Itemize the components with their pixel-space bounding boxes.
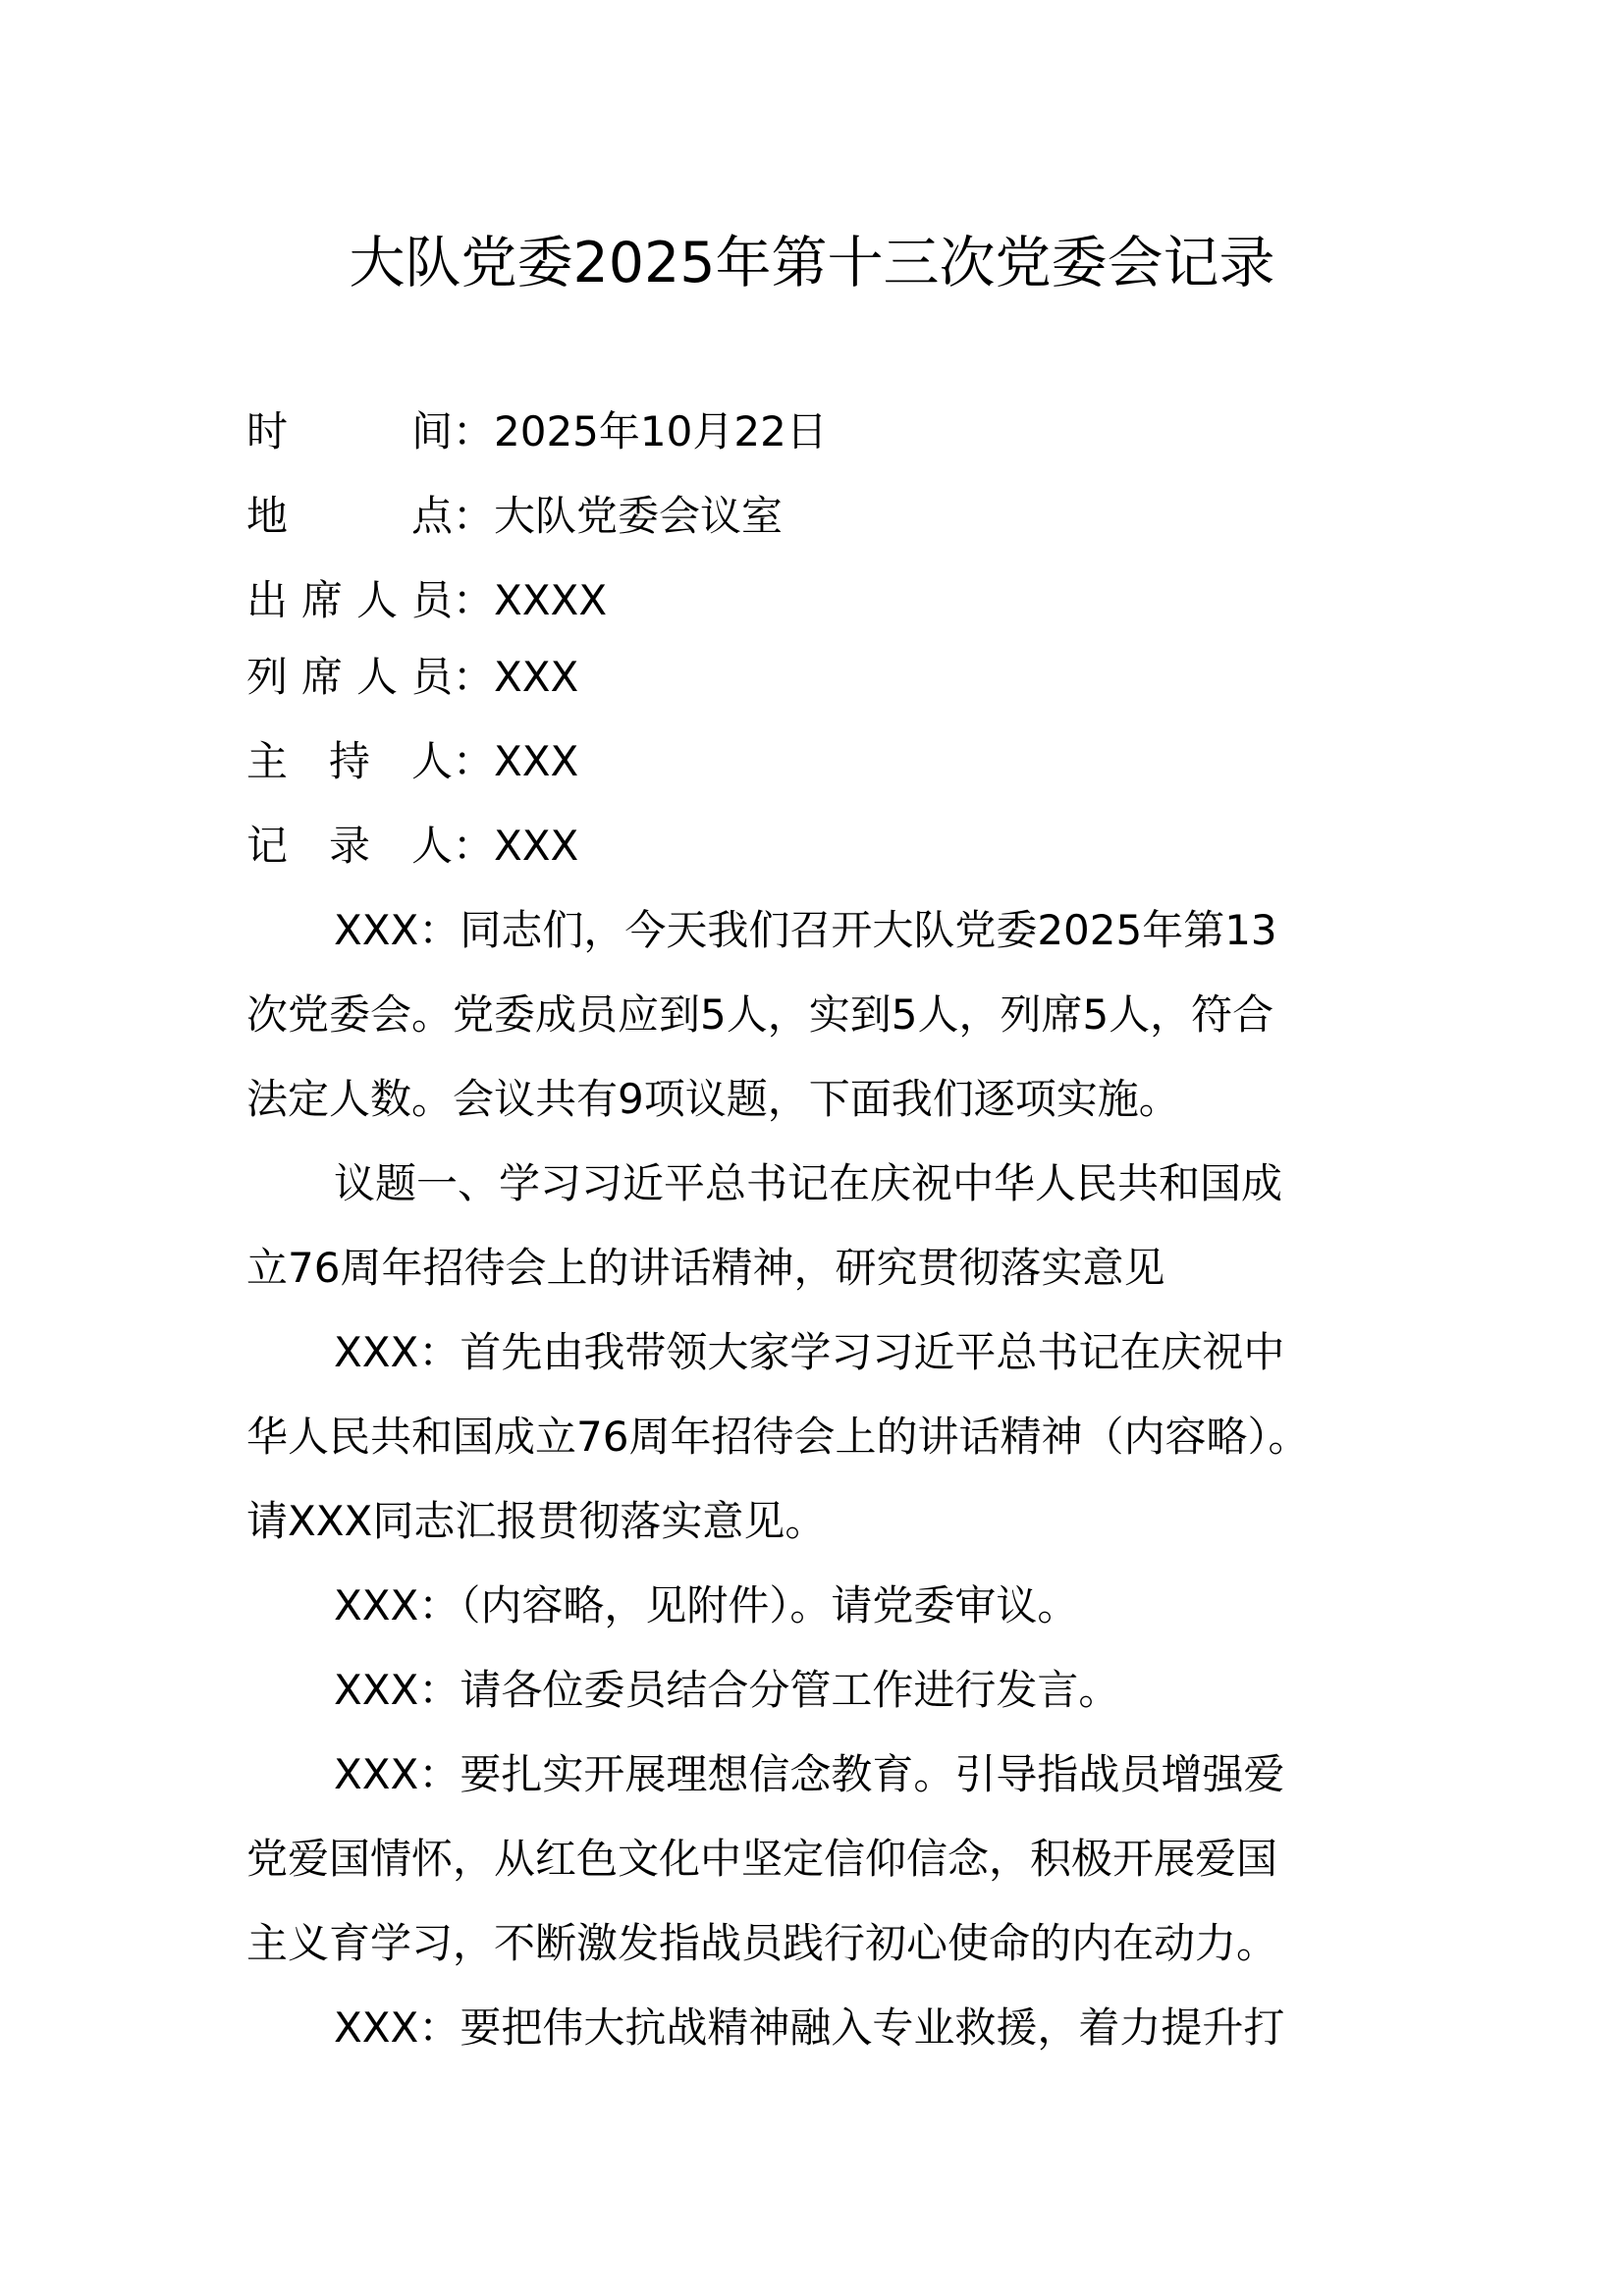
body-line: 请XXX同志汇报贯彻落实意见。 — [246, 1497, 827, 1545]
meta-label-char: 时 — [246, 407, 289, 455]
body-line: XXX：首先由我带领大家学习习近平总书记在庆祝中 — [334, 1328, 1285, 1376]
meta-label-char: 人 — [410, 737, 453, 785]
body-line: XXX：同志们，今天我们召开大队党委2025年第13 — [334, 906, 1277, 954]
meta-label-char: 出 — [246, 576, 289, 624]
meta-label-char: 记 — [246, 822, 289, 870]
meta-label-char: 人 — [355, 576, 398, 624]
meta-label-char: 人 — [410, 822, 453, 870]
meta-label-char: 地 — [246, 492, 289, 540]
meta-row-attendees — [246, 571, 607, 630]
body-line: XXX：要把伟大抗战精神融入专业救援，着力提升打 — [334, 2003, 1285, 2052]
meta-value-time: 2025年10月22日 — [494, 407, 828, 455]
meta-label-char: 席 — [300, 653, 343, 701]
meta-row-time — [246, 402, 828, 461]
meta-label-char: 主 — [246, 737, 289, 785]
meta-colon: ： — [453, 737, 495, 785]
body-line: XXX：要扎实开展理想信念教育。引导指战员增强爱 — [334, 1750, 1285, 1798]
meta-colon: ： — [453, 576, 495, 624]
agenda-item-1-title: 议题一、学习习近平总书记在庆祝中华人民共和国成 — [334, 1159, 1283, 1207]
meta-label-char: 列 — [246, 653, 289, 701]
meta-colon: ： — [453, 822, 495, 870]
meta-label-char: 席 — [300, 576, 343, 624]
meta-value-observers: XXX — [494, 653, 579, 701]
meta-label-char: 员 — [410, 653, 453, 701]
meta-label-char: 持 — [328, 737, 370, 785]
meta-row-host — [246, 732, 578, 791]
meta-label-char: 录 — [328, 822, 370, 870]
meta-label-char: 间 — [410, 407, 453, 455]
body-line: 党爱国情怀，从红色文化中坚定信仰信念，积极开展爱国 — [246, 1835, 1278, 1883]
body-line: 华人民共和国成立76周年招待会上的讲话精神（内容略）。 — [246, 1413, 1310, 1461]
meta-colon: ： — [453, 492, 495, 540]
body-line: XXX：（内容略，见附件）。请党委审议。 — [334, 1581, 1079, 1629]
body-line: 法定人数。会议共有9项议题，下面我们逐项实施。 — [246, 1075, 1180, 1123]
meta-value-attendees: XXXX — [494, 576, 608, 624]
meta-value-place: 大队党委会议室 — [494, 492, 784, 540]
meta-label-char: 点 — [410, 492, 453, 540]
meta-colon: ： — [453, 407, 495, 455]
meta-row-place — [246, 487, 783, 546]
meta-value-recorder: XXX — [494, 822, 579, 870]
meta-value-host: XXX — [494, 737, 579, 785]
body-line: 主义育学习，不断激发指战员践行初心使命的内在动力。 — [246, 1919, 1278, 1967]
meta-colon: ： — [453, 653, 495, 701]
meta-label-char: 员 — [410, 576, 453, 624]
document-title: 大队党委2025年第十三次党委会记录 — [349, 231, 1275, 295]
body-line: 次党委会。党委成员应到5人，实到5人，列席5人，符合 — [246, 990, 1274, 1039]
body-line: XXX：请各位委员结合分管工作进行发言。 — [334, 1666, 1120, 1714]
agenda-item-1-title-cont: 立76周年招待会上的讲话精神，研究贯彻落实意见 — [246, 1244, 1165, 1292]
meta-row-recorder — [246, 817, 578, 876]
meta-label-char: 人 — [355, 653, 398, 701]
meta-row-observers — [246, 648, 578, 707]
